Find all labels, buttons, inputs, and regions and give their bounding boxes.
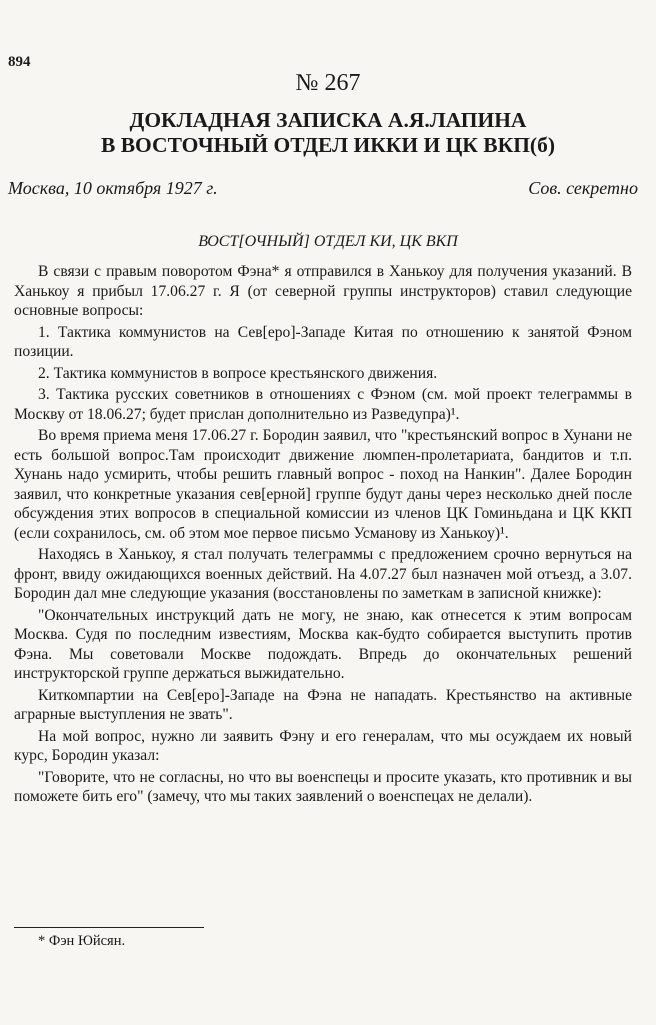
paragraph: На мой вопрос, нужно ли заявить Фэну и его генералам, что мы осуждаем их новый курс, Бородин указал: — [14, 727, 632, 764]
paragraph: Во время приема меня 17.06.27 г. Бородин заявил, что "крестьянский вопрос в Хунани не есть большой вопрос.Там происходит движение люмпен-пролетариата, бандитов и т.п. Хунань надо усмирить, чтобы решить главный вопрос - поход на Нанкин". Далее Бородин заявил, что конкретные указания сев[ерной] группе будут даны через несколько дней после обсуждения этих вопросов в специальной комиссии из членов ЦК Гоминьдана и ЦК ККП (если сохранилось, см. об этом мое первое письмо Усманову из Ханькоу)¹. — [14, 427, 632, 542]
classification-mark: Сов. секретно — [528, 178, 638, 198]
document-number: № 267 — [295, 70, 361, 96]
paragraph: В связи с правым поворотом Фэна* я отправился в Ханькоу для получения указаний. В Ханькоу я прибыл 17.06.27 г. Я (от северной группы инструкторов) ставил следующие основные вопросы: — [14, 263, 632, 319]
title-line-1: ДОКЛАДНАЯ ЗАПИСКА А.Я.ЛАПИНА — [129, 108, 527, 132]
document-title — [0, 108, 656, 158]
addressee: ВОСТ[ОЧНЫЙ] ОТДЕЛ КИ, ЦК ВКП — [198, 233, 458, 250]
body-text — [14, 262, 632, 809]
place-date: Москва, 10 октября 1927 г. — [8, 178, 218, 198]
paragraph: Находясь в Ханькоу, я стал получать телеграммы с предложением срочно вернуться на фронт, ввиду ожидающихся военных действий. На 4.07.27 был назначен мой отъезд, а 3.07. Бородин дал мне следующие указания (восстановлены по заметкам в записной книжке): — [14, 546, 632, 602]
footnote: * Фэн Юйсян. — [38, 933, 126, 949]
paragraph: "Окончательных инструкций дать не могу, не знаю, как отнесется к этим вопросам Москва. Судя по последним известиям, Москва как-будто собирается выступить против Фэна. Мы советовали Москве подождать. Впредь до окончательных решений инструкторской группе держаться выжидательно. — [14, 606, 632, 682]
paragraph: 1. Тактика коммунистов на Сев[еро]-Западе Китая по отношению к занятой Фэном позиции. — [14, 323, 632, 360]
title-line-2: В ВОСТОЧНЫЙ ОТДЕЛ ИККИ И ЦК ВКП(б) — [101, 133, 555, 157]
footnote-divider — [14, 927, 204, 928]
page-number: 894 — [8, 54, 31, 70]
paragraph: Киткомпартии на Сев[еро]-Западе на Фэна не нападать. Крестьянство на активные аграрные выступления не звать". — [14, 686, 632, 723]
paragraph: 2. Тактика коммунистов в вопросе крестьянского движения. — [38, 364, 438, 382]
paragraph: "Говорите, что не согласны, но что вы военспецы и просите указать, кто противник и вы поможете бить его" (замечу, что мы таких заявлений о военспецах не делали). — [14, 768, 632, 805]
paragraph: 3. Тактика русских советников в отношениях с Фэном (см. мой проект телеграммы в Москву от 18.06.27; будет прислан дополнительно из Разведупра)¹. — [14, 386, 632, 423]
